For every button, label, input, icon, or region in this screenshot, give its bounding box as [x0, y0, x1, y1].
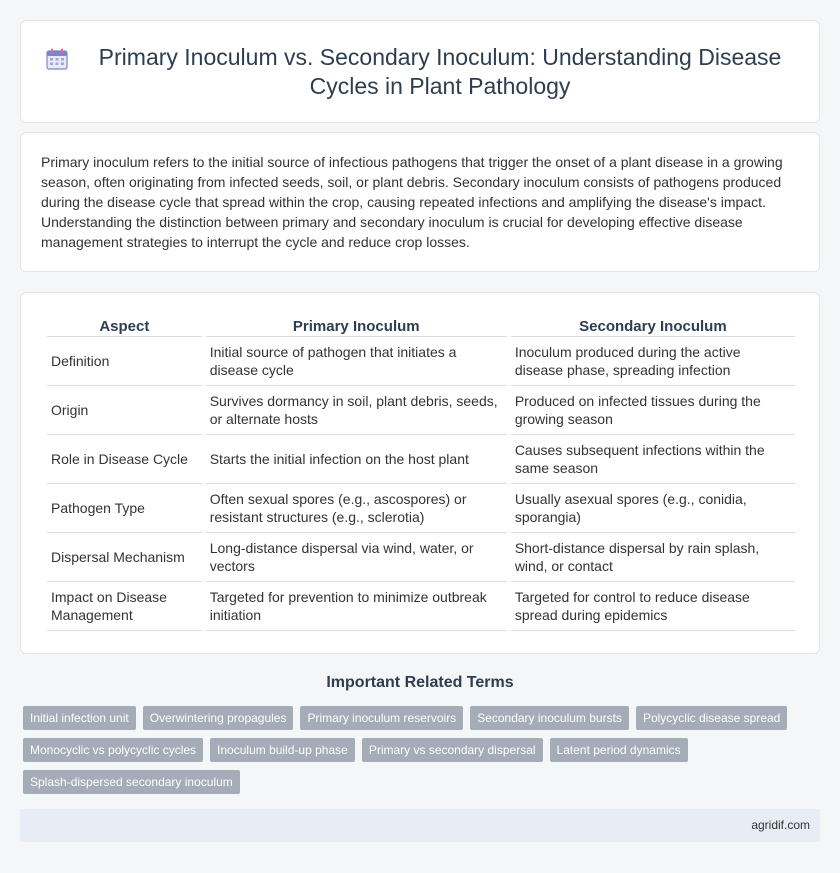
- table-header-row: [47, 315, 795, 337]
- cell-secondary: Causes subsequent infections within the same season: [511, 435, 795, 484]
- related-term-tag[interactable]: Monocyclic vs polycyclic cycles: [23, 738, 203, 762]
- cell-secondary: Short-distance dispersal by rain splash, wind, or contact: [511, 533, 795, 582]
- cell-aspect: Definition: [47, 337, 202, 386]
- table-row: [47, 337, 795, 386]
- cell-primary: Survives dormancy in soil, plant debris, seeds, or alternate hosts: [206, 386, 507, 435]
- header-primary: Primary Inoculum: [206, 315, 507, 337]
- table-row: [47, 582, 795, 631]
- cell-primary: Long-distance dispersal via wind, water, or vectors: [206, 533, 507, 582]
- related-term-tag[interactable]: Inoculum build-up phase: [210, 738, 355, 762]
- header-aspect: Aspect: [47, 315, 202, 337]
- related-terms-title: Important Related Terms: [326, 674, 514, 691]
- cell-aspect: Dispersal Mechanism: [47, 533, 202, 582]
- related-term-tag[interactable]: Primary vs secondary dispersal: [362, 738, 543, 762]
- comparison-table: [43, 315, 799, 631]
- cell-secondary: Produced on infected tissues during the growing season: [511, 386, 795, 435]
- footer-site-link[interactable]: agridif.com: [751, 818, 810, 832]
- cell-primary: Starts the initial infection on the host plant: [206, 435, 507, 484]
- cell-secondary: Inoculum produced during the active disease phase, spreading infection: [511, 337, 795, 386]
- cell-secondary: Targeted for control to reduce disease spread during epidemics: [511, 582, 795, 631]
- related-term-tag[interactable]: Secondary inoculum bursts: [470, 706, 629, 730]
- table-row: [47, 484, 795, 533]
- table-row: [47, 435, 795, 484]
- related-term-tag[interactable]: Polycyclic disease spread: [636, 706, 787, 730]
- title-card: [20, 20, 820, 123]
- cell-aspect: Pathogen Type: [47, 484, 202, 533]
- related-term-tag[interactable]: Primary inoculum reservoirs: [300, 706, 463, 730]
- cell-secondary: Usually asexual spores (e.g., conidia, sporangia): [511, 484, 795, 533]
- related-term-tag[interactable]: Latent period dynamics: [550, 738, 688, 762]
- related-term-tag[interactable]: Overwintering propagules: [143, 706, 294, 730]
- related-term-tag[interactable]: Splash-dispersed secondary inoculum: [23, 770, 240, 794]
- table-row: [47, 386, 795, 435]
- header-secondary: Secondary Inoculum: [511, 315, 795, 337]
- intro-paragraph: Primary inoculum refers to the initial source of infectious pathogens that trigger the onset of a plant disease in a growing season, often originating from infected seeds, soil, or plant debris. Secondary inoculum consists of pathogens produced during the disease cycle that spread within the crop, causing repeated infections and amplifying the disease's impact. Understanding the distinction between primary and secondary inoculum is crucial for developing effective disease management strategies to interrupt the cycle and reduce crop losses.: [41, 154, 783, 250]
- table-row: [47, 533, 795, 582]
- cell-primary: Often sexual spores (e.g., ascospores) or resistant structures (e.g., sclerotia): [206, 484, 507, 533]
- cell-aspect: Origin: [47, 386, 202, 435]
- cell-primary: Targeted for prevention to minimize outbreak initiation: [206, 582, 507, 631]
- page-title: Primary Inoculum vs. Secondary Inoculum: Understanding Disease Cycles in Plant Pathology: [98, 43, 782, 99]
- footer: [20, 809, 820, 842]
- cell-aspect: Role in Disease Cycle: [47, 435, 202, 484]
- related-term-tag[interactable]: Initial infection unit: [23, 706, 136, 730]
- comparison-card: [20, 292, 820, 654]
- related-terms-list: [23, 706, 803, 794]
- cell-aspect: Impact on Disease Management: [47, 582, 202, 631]
- cell-primary: Initial source of pathogen that initiates a disease cycle: [206, 337, 507, 386]
- intro-card: [20, 132, 820, 272]
